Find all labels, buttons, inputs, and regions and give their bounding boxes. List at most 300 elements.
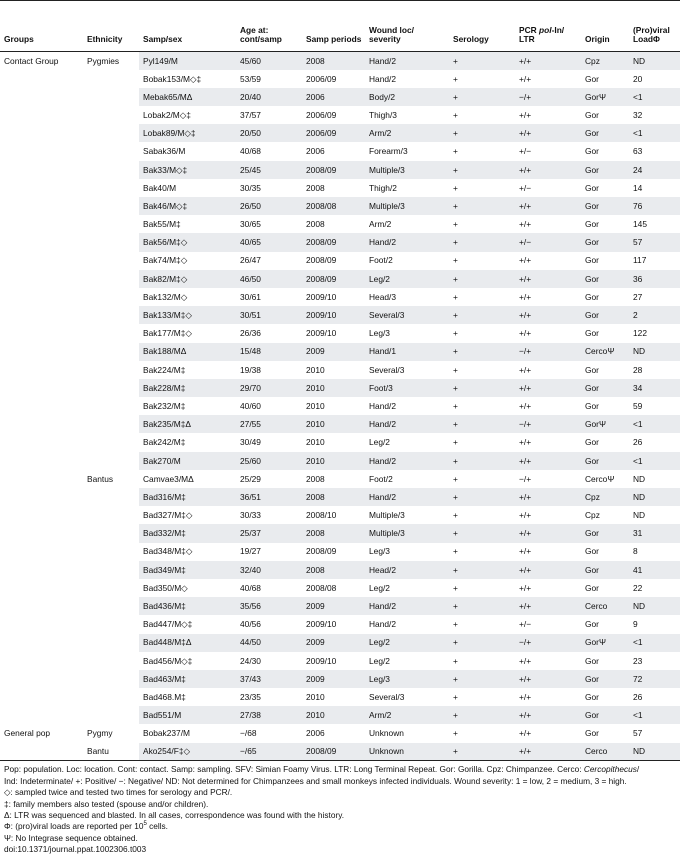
age-cell: 26/47 xyxy=(240,255,261,266)
period-cell: 2008 xyxy=(302,52,365,70)
pcr-cell: +/+ xyxy=(519,109,532,120)
wound-cell: Leg/2 xyxy=(365,270,449,288)
serology-cell: + xyxy=(449,306,515,324)
pcr-cell: +/− xyxy=(515,233,581,251)
age-cell: 37/57 xyxy=(240,109,261,120)
serology-cell: + xyxy=(453,655,458,666)
table-row xyxy=(0,415,680,433)
col-age: Age at: cont/samp xyxy=(240,24,282,45)
age-cell: 36/51 xyxy=(236,488,302,506)
load-cell: 63 xyxy=(633,146,643,157)
pcr-cell: +/+ xyxy=(519,255,532,266)
wound-cell: Head/2 xyxy=(365,561,449,579)
age-cell: 53/59 xyxy=(240,73,261,84)
ethnicity-cell xyxy=(83,361,139,379)
footnote-family: ‡: family members also tested (spouse and/or children). xyxy=(4,798,209,809)
group-cell xyxy=(0,488,83,506)
group-cell xyxy=(0,288,83,306)
group-cell xyxy=(0,324,83,342)
ethnicity-cell xyxy=(83,324,139,342)
col-groups: Groups xyxy=(4,34,34,45)
origin-cell: Cerco xyxy=(581,743,629,761)
col-pcr-pre: PCR xyxy=(519,24,540,35)
pcr-cell: +/+ xyxy=(515,597,581,615)
table-row xyxy=(0,179,680,197)
samp-cell: Bad468.M‡ xyxy=(143,691,186,702)
wound-cell: Foot/2 xyxy=(369,473,393,484)
col-pcr-pol: pol xyxy=(539,24,552,35)
origin-cell: Gor xyxy=(585,255,599,266)
origin-cell: Gor xyxy=(585,182,599,193)
origin-cell: Gor xyxy=(585,291,599,302)
age-cell: 26/50 xyxy=(236,197,302,215)
serology-cell: + xyxy=(453,473,458,484)
age-cell: 19/38 xyxy=(240,364,261,375)
group-cell: Contact Group xyxy=(4,55,59,66)
ethnicity-cell xyxy=(83,397,139,415)
group-cell xyxy=(0,543,83,561)
ethnicity-cell xyxy=(83,252,139,270)
pcr-cell: +/+ xyxy=(519,437,532,448)
table-row xyxy=(0,652,680,670)
wound-cell: Foot/3 xyxy=(365,379,449,397)
ethnicity-cell xyxy=(83,106,139,124)
pcr-cell: −/+ xyxy=(515,634,581,652)
table-row xyxy=(0,724,680,742)
pcr-cell: +/+ xyxy=(515,270,581,288)
table-row xyxy=(0,561,680,579)
pcr-cell: +/+ xyxy=(519,546,532,557)
serology-cell: + xyxy=(453,255,458,266)
group-cell xyxy=(0,524,83,542)
age-cell: 45/60 xyxy=(236,52,302,70)
load-cell: ND xyxy=(629,488,680,506)
wound-cell: Hand/2 xyxy=(365,597,449,615)
origin-cell: Gor xyxy=(585,437,599,448)
serology-cell: + xyxy=(453,146,458,157)
ethnicity-cell xyxy=(83,161,139,179)
samp-cell: Bak235/M‡Δ xyxy=(139,415,236,433)
load-cell: 26 xyxy=(633,691,643,702)
ethnicity-cell xyxy=(83,652,139,670)
age-cell: 25/29 xyxy=(240,473,261,484)
samp-cell: Bad463/M‡ xyxy=(139,670,236,688)
origin-cell: Gor xyxy=(581,306,629,324)
serology-cell: + xyxy=(453,109,458,120)
serology-cell: + xyxy=(453,437,458,448)
table-row xyxy=(0,161,680,179)
age-cell: 40/56 xyxy=(240,619,261,630)
serology-cell: + xyxy=(453,328,458,339)
age-cell: 40/60 xyxy=(240,400,261,411)
pcr-cell: +/+ xyxy=(519,219,532,230)
table-row xyxy=(0,324,680,342)
table-row xyxy=(0,397,680,415)
ethnicity-cell xyxy=(83,579,139,597)
load-cell: <1 xyxy=(629,124,680,142)
period-cell: 2006/09 xyxy=(306,73,337,84)
group-cell xyxy=(0,561,83,579)
group-cell xyxy=(0,634,83,652)
origin-cell: Cerco xyxy=(581,597,629,615)
age-cell: 37/43 xyxy=(236,670,302,688)
header-row xyxy=(0,1,680,52)
wound-cell: Multiple/3 xyxy=(365,197,449,215)
ethnicity-cell xyxy=(83,288,139,306)
pcr-cell: +/+ xyxy=(519,510,532,521)
pcr-cell: +/+ xyxy=(515,488,581,506)
period-cell: 2008/09 xyxy=(302,233,365,251)
load-cell: ND xyxy=(629,597,680,615)
col-serology: Serology xyxy=(453,34,489,45)
period-cell: 2008 xyxy=(306,182,325,193)
pcr-cell: +/− xyxy=(519,182,532,193)
wound-cell: Body/2 xyxy=(365,88,449,106)
group-cell xyxy=(0,197,83,215)
serology-cell: + xyxy=(453,619,458,630)
pcr-cell: +/+ xyxy=(515,452,581,470)
col-load: (Pro)viral LoadΦ xyxy=(633,24,670,45)
period-cell: 2010 xyxy=(306,400,325,411)
serology-cell: + xyxy=(453,73,458,84)
group-cell xyxy=(0,215,83,233)
origin-cell: Gor xyxy=(585,546,599,557)
serology-cell: + xyxy=(449,452,515,470)
ethnicity-cell xyxy=(83,488,139,506)
age-cell: 20/50 xyxy=(236,124,302,142)
serology-cell: + xyxy=(453,691,458,702)
origin-cell: Gor xyxy=(585,364,599,375)
footnote-abbreviations: Pop: population. Loc: location. Cont: contact. Samp: sampling. SFV: Simian Foamy Virus. LTR: Long Terminal Repeat. Gor: Gorilla. Cpz: Chimpanzee. Cerco: Cercopithecus/ Ind: Indeterminate/ +: Positive/ −: Negative/ ND: Not determined for Chimpanzees and small monkeys infected individuals. Wound severity: 1 = low, 2 = medium, 3 = high. xyxy=(4,764,640,786)
table-row xyxy=(0,52,680,70)
pcr-cell: +/+ xyxy=(519,328,532,339)
age-cell: 26/36 xyxy=(240,328,261,339)
origin-cell: Gor xyxy=(581,124,629,142)
pcr-cell: +/+ xyxy=(515,379,581,397)
ethnicity-cell: Bantu xyxy=(87,746,109,757)
serology-cell: + xyxy=(449,634,515,652)
load-cell: 31 xyxy=(629,524,680,542)
age-cell: −/68 xyxy=(240,728,257,739)
wound-cell: Hand/2 xyxy=(365,233,449,251)
load-cell: 34 xyxy=(629,379,680,397)
origin-cell: Gor xyxy=(585,582,599,593)
origin-cell: Gor xyxy=(581,452,629,470)
wound-cell: Head/3 xyxy=(369,291,397,302)
pcr-cell: +/+ xyxy=(519,400,532,411)
group-cell xyxy=(0,379,83,397)
serology-cell: + xyxy=(453,582,458,593)
origin-cell: Gor xyxy=(585,73,599,84)
group-cell xyxy=(0,106,83,124)
period-cell: 2010 xyxy=(302,452,365,470)
origin-cell: GorΨ xyxy=(581,415,629,433)
samp-cell: Bad327/M‡◇ xyxy=(143,510,193,521)
serology-cell: + xyxy=(453,182,458,193)
pcr-cell: +/+ xyxy=(515,52,581,70)
age-cell: 27/55 xyxy=(236,415,302,433)
pcr-cell: +/+ xyxy=(515,197,581,215)
period-cell: 2009/10 xyxy=(302,306,365,324)
load-cell: 26 xyxy=(633,437,643,448)
period-cell: 2008/09 xyxy=(306,255,337,266)
load-cell: 76 xyxy=(629,197,680,215)
pcr-cell: +/+ xyxy=(515,161,581,179)
ethnicity-cell xyxy=(83,597,139,615)
load-cell: ND xyxy=(629,343,680,361)
pcr-cell: −/+ xyxy=(519,473,532,484)
load-cell: 14 xyxy=(633,182,643,193)
group-cell xyxy=(0,597,83,615)
table-row xyxy=(0,361,680,379)
table-row xyxy=(0,215,680,233)
ethnicity-cell xyxy=(83,124,139,142)
origin-cell: Gor xyxy=(581,706,629,724)
wound-cell: Arm/2 xyxy=(365,124,449,142)
wound-cell: Arm/2 xyxy=(369,219,392,230)
origin-cell: Cpz xyxy=(581,52,629,70)
serology-cell: + xyxy=(449,88,515,106)
ethnicity-cell xyxy=(83,543,139,561)
period-cell: 2010 xyxy=(306,691,325,702)
pcr-cell: +/+ xyxy=(515,306,581,324)
pcr-cell: +/− xyxy=(519,146,532,157)
samp-cell: Bak56/M‡◇ xyxy=(139,233,236,251)
origin-cell: Gor xyxy=(585,219,599,230)
pcr-cell: +/+ xyxy=(519,73,532,84)
age-cell: 30/61 xyxy=(240,291,261,302)
age-cell: 29/70 xyxy=(236,379,302,397)
samp-cell: Ako254/F‡◇ xyxy=(139,743,236,761)
pcr-cell: +/+ xyxy=(519,364,532,375)
group-cell xyxy=(0,161,83,179)
samp-cell: Lobak2/M◇‡ xyxy=(143,109,191,120)
age-cell: 20/40 xyxy=(236,88,302,106)
wound-cell: Leg/2 xyxy=(369,582,390,593)
group-cell xyxy=(0,579,83,597)
origin-cell: Gor xyxy=(585,146,599,157)
wound-cell: Hand/2 xyxy=(369,400,397,411)
load-cell: 122 xyxy=(633,328,647,339)
group-cell xyxy=(0,433,83,451)
samp-cell: Bad350/M◇ xyxy=(143,582,188,593)
table-row xyxy=(0,70,680,88)
table-footnotes xyxy=(0,761,649,855)
footnote-load: Φ: (pro)viral loads are reported per $10^5$ cells. xyxy=(4,821,168,832)
ethnicity-cell xyxy=(83,142,139,160)
table-row xyxy=(0,597,680,615)
serology-cell: + xyxy=(449,670,515,688)
period-cell: 2008 xyxy=(302,488,365,506)
origin-cell: Gor xyxy=(581,524,629,542)
age-cell: 30/51 xyxy=(236,306,302,324)
serology-cell: + xyxy=(449,52,515,70)
group-cell xyxy=(0,743,83,761)
period-cell: 2009 xyxy=(302,634,365,652)
pcr-cell: +/+ xyxy=(519,655,532,666)
period-cell: 2008 xyxy=(306,473,325,484)
wound-cell: Hand/2 xyxy=(365,488,449,506)
group-cell xyxy=(0,252,83,270)
period-cell: 2010 xyxy=(302,706,365,724)
samp-cell: Bak55/M‡ xyxy=(143,219,181,230)
group-cell xyxy=(0,706,83,724)
period-cell: 2008 xyxy=(302,524,365,542)
group-cell xyxy=(0,233,83,251)
period-cell: 2006 xyxy=(306,728,325,739)
doi-line: doi:10.1371/journal.ppat.1002306.t003 xyxy=(4,844,147,855)
wound-cell: Foot/2 xyxy=(369,255,393,266)
samp-cell: Bak224/M‡ xyxy=(143,364,186,375)
age-cell: 30/65 xyxy=(240,219,261,230)
col-samp-sex: Samp/sex xyxy=(143,34,183,45)
load-cell: 36 xyxy=(629,270,680,288)
serology-cell: + xyxy=(449,161,515,179)
period-cell: 2008 xyxy=(306,219,325,230)
group-cell xyxy=(0,179,83,197)
wound-cell: Thigh/2 xyxy=(369,182,397,193)
ethnicity-cell xyxy=(83,452,139,470)
footnote-sampled-twice: ◇: sampled twice and tested two times for serology and PCR/. xyxy=(4,787,233,798)
ethnicity-cell xyxy=(83,343,139,361)
table-row xyxy=(0,270,680,288)
group-cell xyxy=(0,306,83,324)
period-cell: 2008/08 xyxy=(302,197,365,215)
ethnicity-cell xyxy=(83,706,139,724)
ethnicity-cell xyxy=(83,615,139,633)
load-cell: <1 xyxy=(629,415,680,433)
origin-cell: Gor xyxy=(585,728,599,739)
age-cell: 19/27 xyxy=(240,546,261,557)
ethnicity-cell xyxy=(83,306,139,324)
period-cell: 2006/09 xyxy=(306,109,337,120)
samp-cell: Bad348/M‡◇ xyxy=(143,546,193,557)
pcr-cell: +/+ xyxy=(515,524,581,542)
serology-cell: + xyxy=(453,510,458,521)
origin-cell: Gor xyxy=(585,109,599,120)
col-origin: Origin xyxy=(585,34,610,45)
col-pcr-post: -In/ LTR xyxy=(519,24,565,45)
group-cell xyxy=(0,688,83,706)
ethnicity-cell xyxy=(83,634,139,652)
origin-cell: Gor xyxy=(581,670,629,688)
origin-cell: Gor xyxy=(585,328,599,339)
load-cell: <1 xyxy=(629,634,680,652)
serology-cell: + xyxy=(449,743,515,761)
origin-cell: Gor xyxy=(585,691,599,702)
table-row xyxy=(0,488,680,506)
origin-cell: Gor xyxy=(585,400,599,411)
serology-cell: + xyxy=(449,343,515,361)
origin-cell: Gor xyxy=(581,379,629,397)
wound-cell: Hand/2 xyxy=(369,73,397,84)
table-row xyxy=(0,452,680,470)
pcr-cell: +/+ xyxy=(519,582,532,593)
serology-cell: + xyxy=(453,364,458,375)
wound-cell: Multiple/3 xyxy=(365,161,449,179)
group-cell xyxy=(0,88,83,106)
period-cell: 2010 xyxy=(302,415,365,433)
ethnicity-cell: Pygmy xyxy=(87,728,113,739)
col-periods: Samp periods xyxy=(306,34,362,45)
table-row xyxy=(0,288,680,306)
group-cell xyxy=(0,142,83,160)
load-cell: 72 xyxy=(629,670,680,688)
wound-cell: Forearm/3 xyxy=(369,146,408,157)
period-cell: 2009/10 xyxy=(306,619,337,630)
period-cell: 2010 xyxy=(302,379,365,397)
pcr-cell: +/+ xyxy=(515,706,581,724)
origin-cell: Gor xyxy=(581,197,629,215)
period-cell: 2008/08 xyxy=(306,582,337,593)
origin-cell: Gor xyxy=(581,161,629,179)
serology-cell: + xyxy=(449,379,515,397)
group-cell xyxy=(0,470,83,488)
ethnicity-cell xyxy=(83,215,139,233)
age-cell: 30/35 xyxy=(240,182,261,193)
wound-cell: Hand/1 xyxy=(365,343,449,361)
age-cell: 40/68 xyxy=(240,146,261,157)
pcr-cell: +/+ xyxy=(515,124,581,142)
load-cell: 20 xyxy=(633,73,643,84)
period-cell: 2009 xyxy=(302,343,365,361)
load-cell: 57 xyxy=(629,233,680,251)
serology-cell: + xyxy=(449,270,515,288)
load-cell: ND xyxy=(633,473,646,484)
ethnicity-cell xyxy=(83,233,139,251)
serology-cell: + xyxy=(449,124,515,142)
samp-cell: Bad551/M xyxy=(139,706,236,724)
table-row xyxy=(0,524,680,542)
origin-cell: CercoΨ xyxy=(585,473,615,484)
col-pcr xyxy=(515,1,581,52)
age-cell: 24/30 xyxy=(240,655,261,666)
origin-cell: Cpz xyxy=(581,488,629,506)
age-cell: 46/50 xyxy=(236,270,302,288)
period-cell: 2008/10 xyxy=(306,510,337,521)
table-row xyxy=(0,252,680,270)
wound-cell: Leg/3 xyxy=(369,328,390,339)
wound-cell: Thigh/3 xyxy=(369,109,397,120)
origin-cell: GorΨ xyxy=(581,88,629,106)
wound-cell: Unknown xyxy=(365,743,449,761)
period-cell: 2009/10 xyxy=(306,291,337,302)
table-row xyxy=(0,506,680,524)
footnote-ltr: Δ: LTR was sequenced and blasted. In all cases, correspondence was found with the history. xyxy=(4,809,345,820)
serology-cell: + xyxy=(453,546,458,557)
table-body xyxy=(0,52,680,761)
samp-cell: Mebak65/MΔ xyxy=(139,88,236,106)
origin-cell: Gor xyxy=(581,270,629,288)
ethnicity-cell xyxy=(83,179,139,197)
origin-cell: GorΨ xyxy=(581,634,629,652)
pcr-cell: +/+ xyxy=(515,670,581,688)
table-row xyxy=(0,379,680,397)
load-cell: 32 xyxy=(633,109,643,120)
table-row xyxy=(0,106,680,124)
origin-cell: CercoΨ xyxy=(581,343,629,361)
samp-cell: Bad447/M◇‡ xyxy=(143,619,193,630)
age-cell: 27/38 xyxy=(236,706,302,724)
samp-cell: Bad456/M◇‡ xyxy=(143,655,193,666)
age-cell: 44/50 xyxy=(236,634,302,652)
samp-cell: Bak133/M‡◇ xyxy=(139,306,236,324)
pcr-cell: +/+ xyxy=(519,691,532,702)
period-cell: 2009 xyxy=(302,597,365,615)
table-row xyxy=(0,88,680,106)
load-cell: 23 xyxy=(633,655,643,666)
load-cell: ND xyxy=(633,510,646,521)
